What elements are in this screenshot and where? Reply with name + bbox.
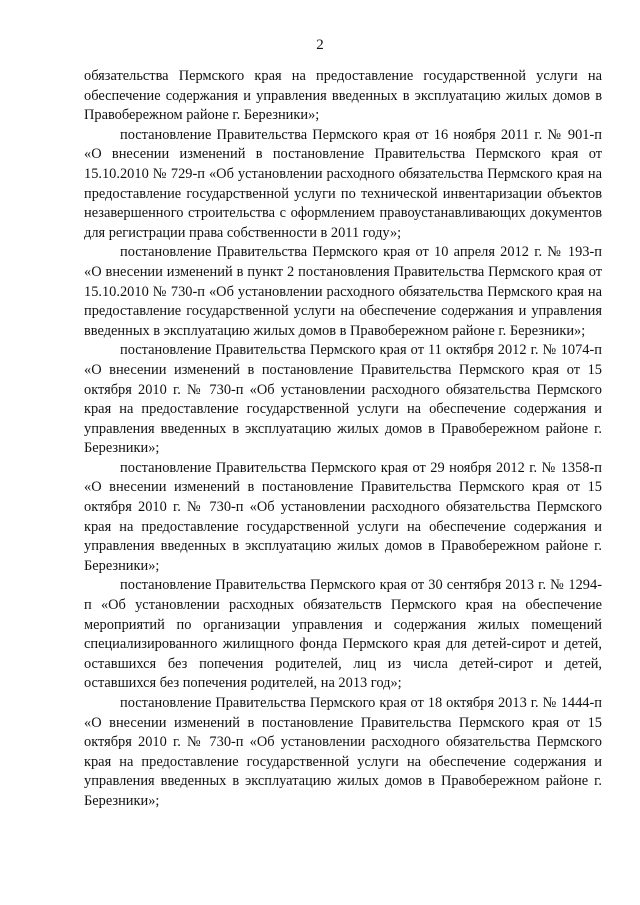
paragraph-resolution-901: постановление Правительства Пермского края от 16 ноября 2011 г. № 901-п «О внесении изменений в постановление Правительства Пермского края от 15.10.2010 № 729-п «Об установлении расходного обязательства Пермского края на предоставление государственной услуги по технической инвентаризации объектов незавершенного строительства с оформлением правоустанавливающих документов для регистрации права собственности в 2011 году»; [84, 126, 602, 241]
paragraph-resolution-1294: постановление Правительства Пермского края от 30 сентября 2013 г. № 1294-п «Об установлении расходных обязательств Пермского края на обеспечение мероприятий по организации управления и содержания жилых помещений специализированного жилищного фонда Пермского края для детей-сирот и детей, оставшихся без попечения родителей, лиц из числа детей-сирот и детей, оставшихся без попечения родителей, на 2013 год»; [84, 577, 602, 692]
paragraph-resolution-1358: постановление Правительства Пермского края от 29 ноября 2012 г. № 1358-п «О внесении изменений в постановление Правительства Пермского края от 15 октября 2010 г. № 730-п «Об установлении расходного обязательства Пермского края на предоставление государственной услуги на обеспечение содержания и управления введенных в эксплуатацию жилых домов в Правобережном районе г. Березники»; [84, 459, 602, 574]
paragraph-resolution-1074: постановление Правительства Пермского края от 11 октября 2012 г. № 1074-п «О внесении изменений в постановление Правительства Пермского края от 15 октября 2010 г. № 730-п «Об установлении расходного обязательства Пермского края на предоставление государственной услуги на обеспечение содержания и управления введенных в эксплуатацию жилых домов в Правобережном районе г. Березники»; [84, 342, 602, 457]
paragraph-continuation: обязательства Пермского края на предоставление государственной услуги на обеспечение содержания и управления введенных в эксплуатацию жилых домов в Правобережном районе г. Березники»; [84, 68, 602, 124]
page-number: 2 [316, 37, 324, 53]
paragraph-resolution-1444: постановление Правительства Пермского края от 18 октября 2013 г. № 1444-п «О внесении изменений в постановление Правительства Пермского края от 15 октября 2010 г. № 730-п «Об установлении расходного обязательства Пермского края на предоставление государственной услуги на обеспечение содержания и управления введенных в эксплуатацию жилых домов в Правобережном районе г. Березники»; [84, 695, 602, 809]
paragraph-resolution-193: постановление Правительства Пермского края от 10 апреля 2012 г. № 193-п «О внесении изменений в пункт 2 постановления Правительства Пермского края от 15.10.2010 № 730-п «Об установлении расходного обязательства Пермского края на предоставление государственной услуги на обеспечение содержания и управления введенных в эксплуатацию жилых домов в Правобережном районе г. Березники»; [84, 244, 602, 339]
document-body [84, 67, 602, 812]
